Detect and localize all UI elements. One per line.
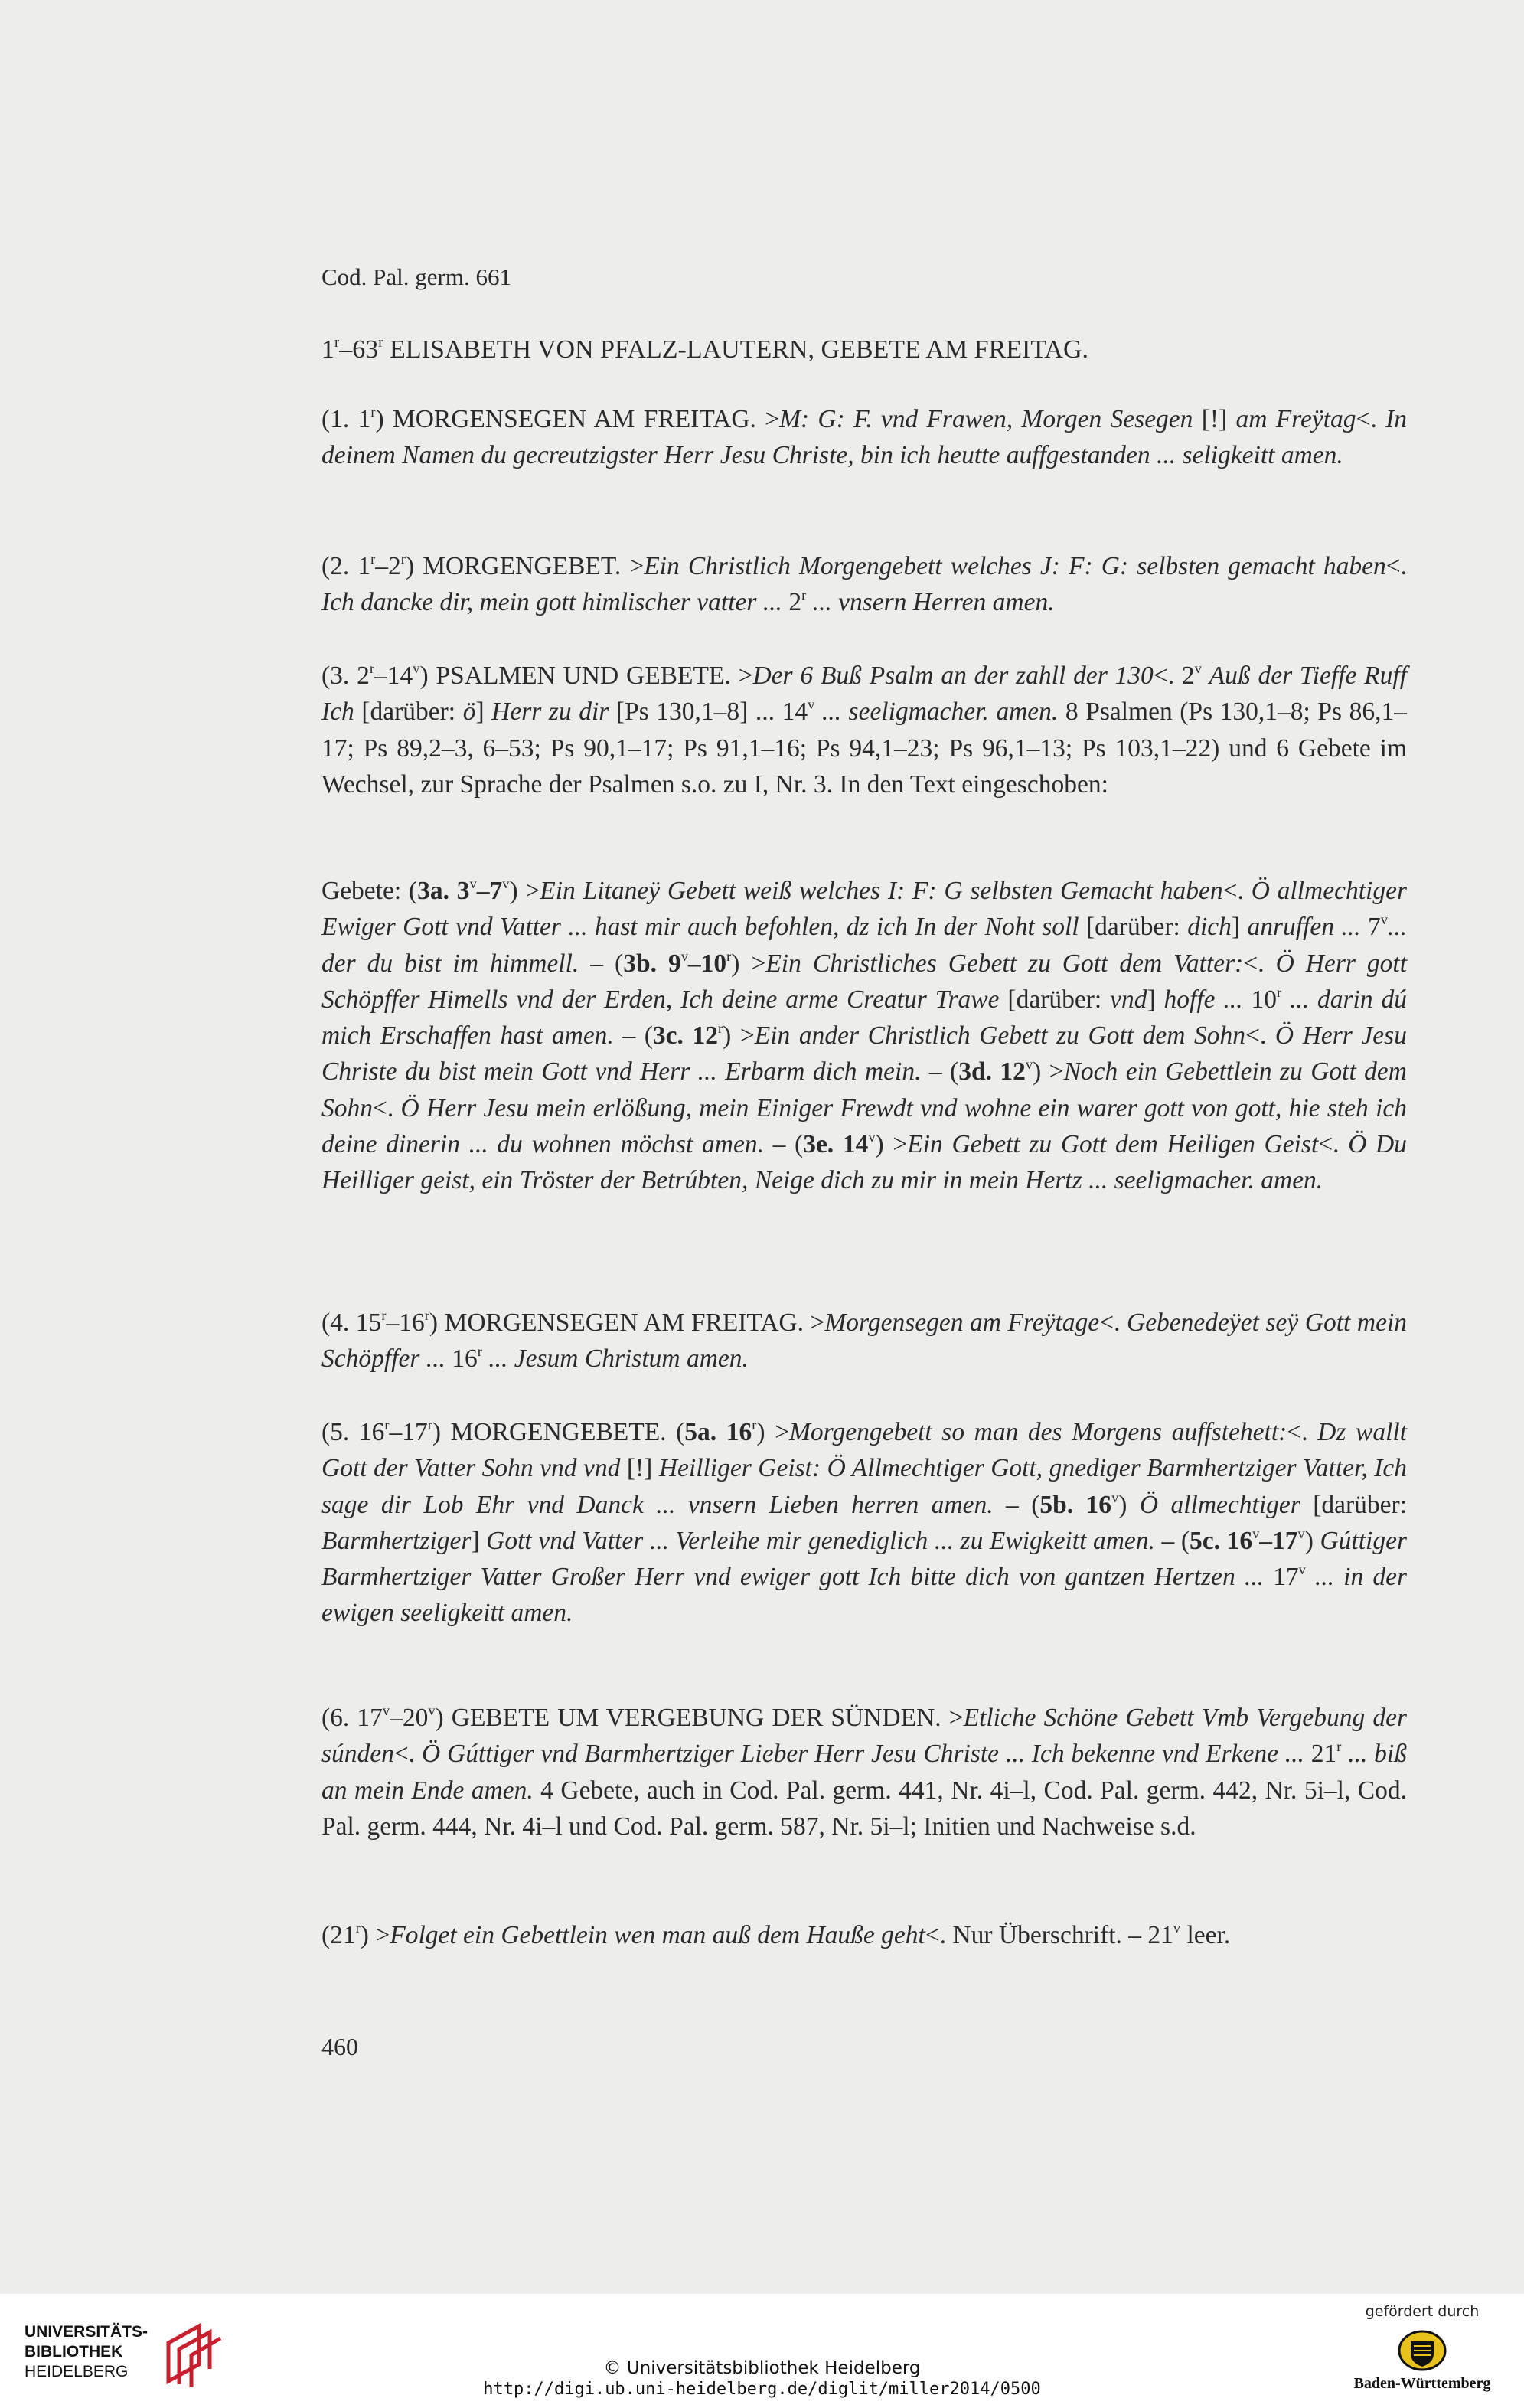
entry-text-segment: (4. 15 xyxy=(321,1309,382,1337)
entry-text-segment: Auß der Tieffe Ruff Ich xyxy=(321,662,1408,727)
entry-text-segment: [darüber: xyxy=(1079,913,1188,942)
heading-folio-to-side: r xyxy=(378,334,383,351)
entry-text-segment: [darüber: xyxy=(354,698,463,727)
entry-text-segment: <. xyxy=(393,1740,422,1769)
entry-text-segment: v xyxy=(1297,1526,1305,1542)
entry-text-segment: v xyxy=(1380,912,1388,928)
entry-3-inserted-prayers xyxy=(321,873,1407,1199)
entry-text-segment: ) MORGENSEGEN AM FREITAG. > xyxy=(375,405,780,433)
entry-text-segment: Ein Christlich Morgengebett welches J: F: G: selbsten gemacht haben xyxy=(644,552,1386,580)
entry-text-segment: ] xyxy=(1231,913,1248,942)
entry-text-segment: r xyxy=(370,551,376,567)
heading-folio-to: –63 xyxy=(339,335,379,364)
entry-text-segment: 17 xyxy=(1273,1563,1299,1592)
entry-text-segment: v xyxy=(1111,1489,1119,1505)
entry-text-segment: ... in der ewigen seeligkeitt amen. xyxy=(321,1563,1408,1628)
entry-text-segment: – ( xyxy=(613,1021,653,1050)
entry-text-segment: Dz wallt Gott der Vatter Sohn vnd vnd xyxy=(321,1418,1407,1483)
entry-text-segment: Ö allmechtiger Ewiger Gott vnd Vatter ... hast mir auch befohlen, dz ich In der Noht soll xyxy=(321,877,1407,942)
entry-text-segment: v xyxy=(1025,1057,1033,1073)
entry-text-segment: v xyxy=(502,876,510,892)
entry-text-segment: ) GEBETE UM VERGEBUNG DER SÜNDEN. > xyxy=(435,1704,964,1732)
entry-text-segment: –17 xyxy=(389,1418,428,1446)
entry-text-segment: (3. 2 xyxy=(321,662,370,690)
page-number: 460 xyxy=(321,2033,358,2060)
section-heading xyxy=(321,332,1407,368)
entry-text-segment: r xyxy=(801,587,807,603)
entry-text-segment: (21 xyxy=(321,1921,356,1949)
entry-text-segment: r xyxy=(424,1308,429,1324)
entry-text-segment: Ö Herr Jesu Christe du bist mein Gott vnd Herr ... Erbarm dich mein. xyxy=(321,1021,1407,1086)
entry-text-segment: <. xyxy=(373,1093,401,1122)
entry-text-segment: –10 xyxy=(687,949,727,978)
library-name-line-3: HEIDELBERG xyxy=(24,2363,129,2380)
entry-text-segment: – ( xyxy=(921,1057,959,1086)
entry-text-segment: ) xyxy=(1304,1526,1320,1555)
entry-text-segment: Heilliger Geist: Ö Allmechtiger Gott, gnediger Barmhertziger Vatter, Ich sage dir Lob Ehr vnd Danck ... vnsern Lieben herren amen. xyxy=(321,1454,1407,1519)
entry-text-segment: r xyxy=(400,551,406,567)
entry-text-segment: ) > xyxy=(360,1921,390,1949)
entry-text-segment: v xyxy=(469,876,477,892)
entry-text-segment: Ö Gúttiger vnd Barmhertziger Lieber Herr Jesu Christe ... Ich bekenne vnd Erkene ... xyxy=(422,1740,1311,1769)
entry-text-segment: 16 xyxy=(452,1344,478,1374)
entry-text-segment: M: G: F. vnd Frawen, Morgen Sesegen xyxy=(779,405,1193,433)
entry-text-segment: 3a. 3 xyxy=(417,877,470,905)
entry-text-segment: r xyxy=(427,1417,432,1433)
entry-text-segment: Der 6 Buß Psalm an der zahll der 130 xyxy=(752,662,1154,690)
entry-text-segment: [!] xyxy=(1193,405,1236,433)
library-name-line-2: BIBLIOTHEK xyxy=(24,2343,123,2361)
entry-2-morgengebet xyxy=(321,548,1407,621)
entry-text-segment: 5a. 16 xyxy=(684,1418,752,1446)
entry-text-segment: – ( xyxy=(579,949,624,978)
entry-text-segment: <. xyxy=(1356,405,1386,433)
entry-text-segment xyxy=(1202,662,1209,690)
entry-text-segment: <. Nur Überschrift. – 21 xyxy=(925,1921,1173,1949)
entry-text-segment: 8 Psalmen (Ps 130,1–8; Ps 86,1–17; Ps 89,2–3, 6–53; Ps 90,1–17; Ps 91,1–16; Ps 94,1–23; Ps 96,1–13; Ps 103,1–22) und 6 Gebete im Wechsel, zur Sprache der Psalmen s.o. zu I, Nr. 3. In den Text eingeschoben: xyxy=(321,698,1408,799)
entry-text-segment: – ( xyxy=(763,1130,804,1159)
running-head: Cod. Pal. germ. 661 xyxy=(321,263,511,290)
entry-text-segment: ) PSALMEN UND GEBETE. > xyxy=(419,662,753,690)
entry-5-morgengebete xyxy=(321,1414,1407,1632)
entry-text-segment: r xyxy=(718,1021,723,1037)
entry-text-segment: ] xyxy=(475,698,492,727)
entry-text-segment: –7 xyxy=(476,877,503,905)
entry-text-segment: ) > xyxy=(1033,1057,1064,1086)
baden-wuerttemberg-crest-icon xyxy=(1397,2329,1447,2372)
entry-text-segment: ö xyxy=(462,698,476,727)
heading-title: ELISABETH VON PFALZ-LAUTERN, GEBETE AM FREITAG. xyxy=(383,335,1089,364)
entry-text-segment: [darüber: xyxy=(999,985,1111,1014)
entry-text-segment: –14 xyxy=(374,662,413,690)
entry-text-segment: Ich dancke dir, mein gott himlischer vatter ... xyxy=(321,588,789,617)
entry-text-segment: Herr zu dir xyxy=(491,698,609,727)
entry-text-segment: r xyxy=(1336,1739,1342,1755)
entry-text-segment: (6. 17 xyxy=(321,1704,383,1732)
entry-text-segment: ] xyxy=(1147,985,1164,1014)
entry-text-segment: r xyxy=(370,404,376,420)
entry-text-segment: Ö allmechtiger xyxy=(1139,1490,1300,1519)
library-name-line-1: UNIVERSITÄTS- xyxy=(24,2323,148,2341)
entry-text-segment: <. xyxy=(1099,1309,1127,1337)
entry-text-segment: 3d. 12 xyxy=(958,1057,1026,1086)
copyright-notice: © Universitätsbibliothek Heidelberg xyxy=(603,2358,921,2378)
heading-folio-from: 1 xyxy=(321,335,334,364)
entry-text-segment: leer. xyxy=(1180,1921,1231,1949)
entry-text-segment: <. xyxy=(1385,552,1408,580)
entry-1-morgensegen xyxy=(321,401,1407,474)
entry-text-segment: [Ps 130,1–8] ... 14 xyxy=(609,698,808,727)
entry-text-segment: ... Jesum Christum amen. xyxy=(481,1344,749,1374)
entry-text-segment: ) > xyxy=(756,1418,790,1446)
entry-text-segment: r xyxy=(477,1344,482,1360)
entry-text-segment: vnd xyxy=(1110,985,1147,1014)
entry-text-segment: 3c. 12 xyxy=(652,1021,718,1050)
entry-text-segment: v xyxy=(413,661,420,677)
sponsor-label: gefördert durch xyxy=(1365,2303,1480,2320)
entry-text-segment: <. xyxy=(1318,1130,1349,1159)
entry-text-segment: (2. 1 xyxy=(321,552,371,580)
entry-text-segment: am Freÿtag xyxy=(1235,405,1356,433)
entry-text-segment: [darüber: xyxy=(1300,1490,1408,1519)
entry-text-segment: ) xyxy=(1118,1490,1140,1519)
entry-text-segment: Ö Du Heilliger geist, ein Tröster der Betrúbten, Neige dich zu mir in mein Hertz ... seeligmacher. amen. xyxy=(321,1130,1407,1195)
entry-text-segment: ) > xyxy=(731,949,766,978)
entry-text-segment: r xyxy=(369,661,374,677)
entry-text-segment: Morgensegen am Freÿtage xyxy=(824,1309,1100,1337)
entry-text-segment: Ö Herr gott Schöpffer Himells vnd der Erden, Ich deine arme Creatur Trawe xyxy=(321,949,1408,1014)
heading-folio-from-side: r xyxy=(334,334,340,351)
entry-text-segment: – ( xyxy=(1154,1526,1190,1555)
entry-text-segment: ) > xyxy=(723,1021,755,1050)
entry-text-segment: dich xyxy=(1187,913,1232,942)
entry-text-segment: –17 xyxy=(1259,1526,1298,1555)
viewer-footer xyxy=(0,2294,1524,2408)
entry-text-segment: 2 xyxy=(788,588,802,617)
entry-text-segment: <. 2 xyxy=(1153,662,1195,690)
entry-text-segment: v xyxy=(868,1129,876,1145)
entry-text-segment: Gúttiger Barmhertziger Vatter Großer Herr vnd ewiger gott Ich bitte dich von gantzen Hertzen ... xyxy=(321,1526,1407,1592)
entry-text-segment: <. xyxy=(1222,877,1252,905)
entry-text-segment: hoffe ... xyxy=(1163,985,1252,1014)
entry-text-segment: r xyxy=(726,948,732,964)
entry-text-segment: Gebenedeÿet seÿ Gott mein Schöpffer ... xyxy=(321,1309,1408,1374)
entry-text-segment: – ( xyxy=(993,1490,1040,1519)
entry-text-segment: Noch ein Gebettlein zu Gott dem Sohn xyxy=(321,1057,1407,1122)
entry-text-segment: Gebete: ( xyxy=(321,877,418,905)
entry-text-segment: v xyxy=(382,1703,390,1719)
entry-3-psalmen-und-gebete xyxy=(321,658,1407,802)
entry-text-segment: 3b. 9 xyxy=(623,949,681,978)
entry-text-segment: (1. 1 xyxy=(321,405,371,433)
entry-text-segment: Etliche Schöne Gebett Vmb Vergebung der súnden xyxy=(321,1704,1407,1769)
entry-text-segment: v xyxy=(428,1703,436,1719)
entry-text-segment: ... darin dú mich Erschaffen hast amen. xyxy=(321,985,1408,1050)
entry-text-segment: v xyxy=(1298,1562,1306,1578)
entry-text-segment: ) > xyxy=(875,1130,908,1159)
entry-text-segment: v xyxy=(808,697,815,713)
entry-text-segment: [!] xyxy=(620,1454,659,1483)
entry-4-morgensegen xyxy=(321,1305,1407,1377)
permalink[interactable]: http://digi.ub.uni-heidelberg.de/diglit/miller2014/0500 xyxy=(483,2380,1041,2399)
entry-text-segment: –20 xyxy=(390,1704,429,1732)
entry-text-segment: ] xyxy=(471,1526,487,1555)
entry-text-segment: 4 Gebete, auch in Cod. Pal. germ. 441, Nr. 4i–l, Cod. Pal. germ. 442, Nr. 5i–l, Cod. Pal. germ. 444, Nr. 4i–l und Cod. Pal. germ. 587, Nr. 5i–l; Initien und Nachweise s.d. xyxy=(321,1776,1407,1841)
entry-text-segment: r xyxy=(1276,985,1282,1001)
entry-text-segment: Ein ander Christlich Gebett zu Gott dem Sohn xyxy=(754,1021,1246,1050)
entry-text-segment: ... seeligmacher. amen. xyxy=(814,698,1059,727)
entry-text-segment: Ein Litaneÿ Gebett weiß welches I: F: G selbsten Gemacht haben xyxy=(540,877,1223,905)
entry-text-segment: r xyxy=(752,1417,757,1433)
entry-text-segment: anruffen ... xyxy=(1247,913,1368,942)
entry-text-segment: v xyxy=(1252,1526,1260,1542)
entry-text-segment: ) MORGENGEBET. > xyxy=(405,552,645,580)
entry-text-segment: 21 xyxy=(1310,1740,1337,1769)
entry-text-segment: ) MORGENSEGEN AM FREITAG. > xyxy=(429,1309,825,1337)
entry-6-gebete-vergebung xyxy=(321,1700,1407,1844)
entry-text-segment: Barmhertziger xyxy=(321,1526,472,1555)
entry-text-segment: Ö Herr Jesu mein erlößung, mein Einiger Frewdt vnd wohne ein warer gott von gott, hie steh ich deine dinerin ... du wohnen möchst amen. xyxy=(321,1093,1407,1159)
entry-text-segment: v xyxy=(1194,661,1202,677)
entry-text-segment: 5b. 16 xyxy=(1039,1490,1112,1519)
entry-text-segment: r xyxy=(381,1308,387,1324)
entry-text-segment: Ein Gebett zu Gott dem Heiligen Geist xyxy=(907,1130,1319,1159)
sponsor-name: Baden-Württemberg xyxy=(1353,2375,1491,2392)
entry-text-segment: r xyxy=(355,1920,361,1936)
entry-text-segment: ) MORGENGEBETE. ( xyxy=(432,1418,685,1446)
entry-text-segment: ... vnsern Herren amen. xyxy=(806,588,1055,617)
entry-text-segment: v xyxy=(680,948,688,964)
entry-text-segment: <. xyxy=(1287,1418,1318,1446)
entry-text-segment: ) > xyxy=(509,877,540,905)
entry-text-segment: <. xyxy=(1245,1021,1275,1050)
entry-text-segment: (5. 16 xyxy=(321,1418,385,1446)
entry-text-segment: In deinem Namen du gecreutzigster Herr Jesu Christe, bin ich heutte auffgestanden ... seligkeitt amen. xyxy=(321,405,1408,470)
entry-text-segment: 7 xyxy=(1367,913,1381,942)
entry-text-segment: 3e. 14 xyxy=(803,1130,869,1159)
entry-text-segment: 5c. 16 xyxy=(1190,1526,1253,1555)
entry-text-segment: <. xyxy=(1243,949,1276,978)
entry-text-segment: r xyxy=(384,1417,390,1433)
entry-text-segment: Ein Christliches Gebett zu Gott dem Vatter: xyxy=(765,949,1244,978)
entry-text-segment: Morgengebett so man des Morgens auffstehett: xyxy=(789,1418,1287,1446)
entry-text-segment: ... biß an mein Ende amen. xyxy=(321,1740,1407,1805)
entry-text-segment: v xyxy=(1173,1920,1181,1936)
entry-text-segment: –16 xyxy=(386,1309,425,1337)
library-mark-icon xyxy=(161,2320,224,2389)
entry-21-folget xyxy=(321,1917,1407,1953)
sponsor-logo[interactable] xyxy=(1330,2303,1514,2403)
entry-text-segment: 10 xyxy=(1251,985,1277,1014)
entry-text-segment: ... der du bist im himmell. xyxy=(321,913,1408,978)
entry-text-segment: –2 xyxy=(375,552,401,580)
entry-text-segment: Gott vnd Vatter ... Verleihe mir genediglich ... zu Ewigkeitt amen. xyxy=(486,1526,1155,1555)
entry-text-segment: Folget ein Gebettlein wen man auß dem Hauße geht xyxy=(390,1921,925,1949)
